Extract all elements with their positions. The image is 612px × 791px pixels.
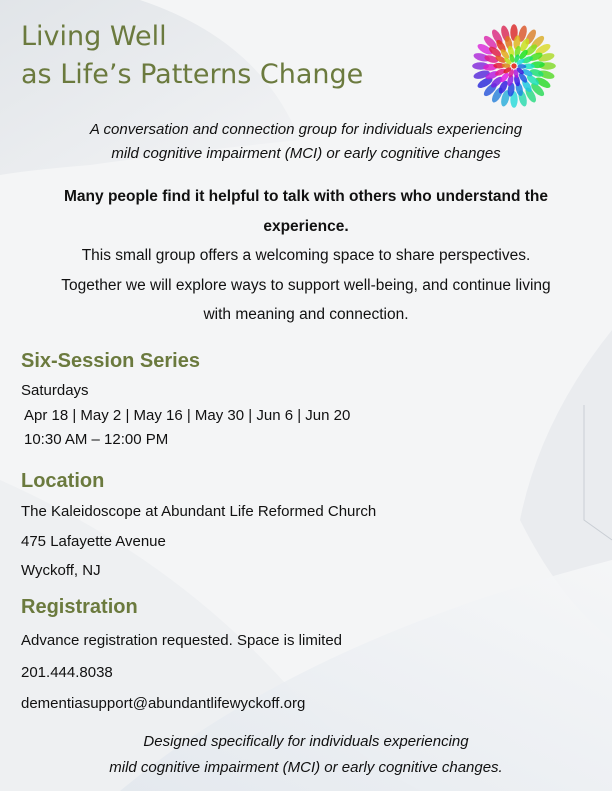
intro-bold-line-2: experience. xyxy=(263,217,349,235)
registration-details xyxy=(21,625,342,720)
intro-bold-line-1: Many people find it helpful to talk with others who understand the xyxy=(64,188,548,205)
registration-email-link[interactable]: dementiasupport@abundantlifewyckoff.org xyxy=(21,695,306,712)
sessions-heading: Six-Session Series xyxy=(21,350,200,372)
intro-line-1: This small group offers a welcoming space to share perspectives. xyxy=(81,247,531,264)
page-title xyxy=(21,18,363,94)
intro-line-3: with meaning and connection. xyxy=(203,306,409,323)
title-line-2: as Life’s Patterns Change xyxy=(21,59,364,90)
subtitle-line-2: mild cognitive impairment (MCI) or early cognitive changes xyxy=(111,145,501,162)
registration-note: Advance registration requested. Space is limited xyxy=(21,632,343,649)
registration-phone[interactable]: 201.444.8038 xyxy=(21,663,113,681)
footer-line-2: mild cognitive impairment (MCI) or early cognitive changes. xyxy=(109,759,503,776)
registration-heading: Registration xyxy=(21,596,138,618)
sessions-time: 10:30 AM – 12:00 PM xyxy=(24,431,169,448)
location-venue: The Kaleidoscope at Abundant Life Reformed Church xyxy=(21,503,377,520)
footer-line-1: Designed specifically for individuals experiencing xyxy=(143,733,469,750)
kaleidoscope-flower-logo xyxy=(470,22,558,110)
location-city: Wyckoff, NJ xyxy=(21,562,101,579)
location-heading: Location xyxy=(21,470,105,492)
sessions-details xyxy=(21,379,350,453)
sessions-day: Saturdays xyxy=(21,382,89,399)
intro-line-2: Together we will explore ways to support well-being, and continue living xyxy=(61,276,551,294)
intro-paragraph xyxy=(20,182,592,330)
footer-note xyxy=(0,729,612,781)
location-street: 475 Lafayette Avenue xyxy=(21,532,166,550)
title-line-1: Living Well xyxy=(21,21,167,52)
location-details xyxy=(21,497,376,586)
subtitle-line-1: A conversation and connection group for individuals experiencing xyxy=(89,121,523,138)
sessions-dates: Apr 18 | May 2 | May 16 | May 30 | Jun 6 | Jun 20 xyxy=(24,406,351,424)
subtitle xyxy=(0,118,612,166)
